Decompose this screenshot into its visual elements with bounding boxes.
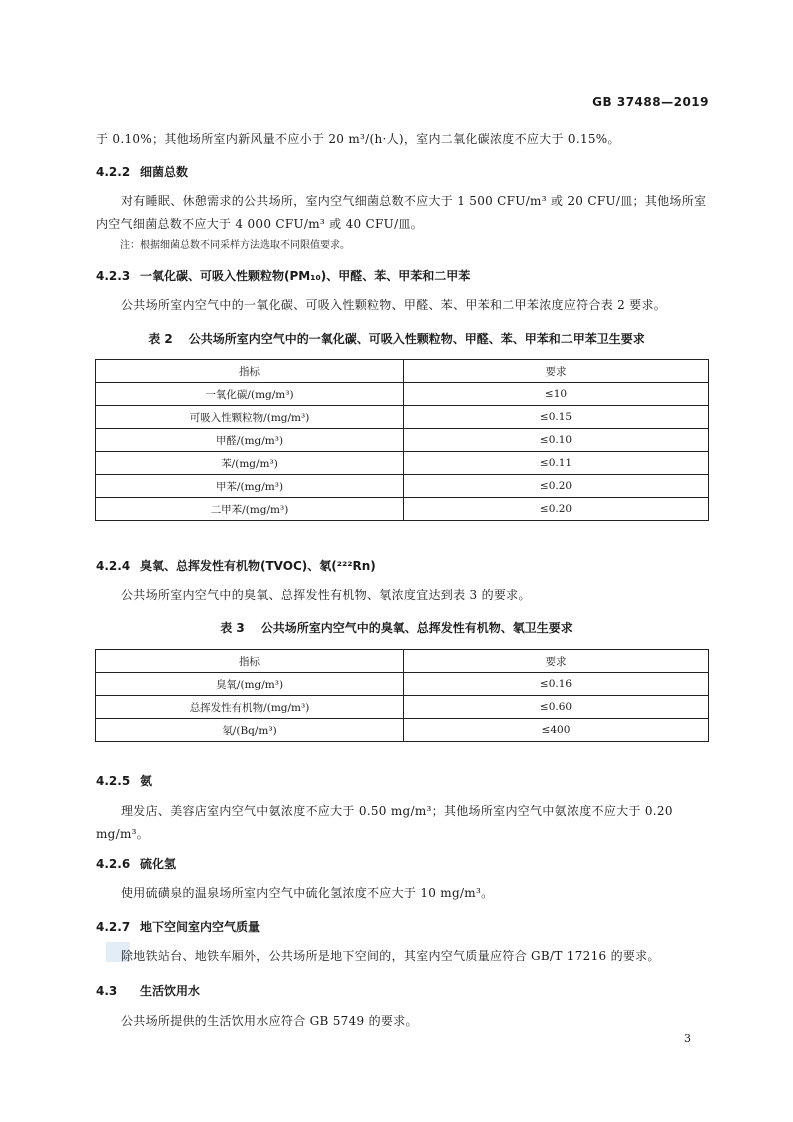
table-row xyxy=(96,475,709,498)
table-row xyxy=(96,498,709,521)
indicator-cell: 苯/(mg/m³) xyxy=(96,452,404,475)
top-paragraph: 于 0.10%；其他场所室内新风量不应小于 20 m³/(h·人)，室内二氧化碳浓度不应大于 0.15%。 xyxy=(96,132,620,146)
section-number: 4.3 xyxy=(96,984,118,998)
standard-number: GB 37488—2019 xyxy=(592,95,709,109)
section-number: 4.2.7 xyxy=(96,920,131,934)
section-number: 4.2.2 xyxy=(96,165,131,179)
section-title: 硫化氢 xyxy=(140,857,177,871)
section-title: 细菌总数 xyxy=(140,165,189,179)
table-row xyxy=(96,429,709,452)
requirement-cell: ≤0.16 xyxy=(404,673,709,696)
requirement-cell: ≤0.10 xyxy=(404,429,709,452)
section-title: 氨 xyxy=(140,774,153,788)
requirement-cell: ≤400 xyxy=(404,719,709,742)
indicator-cell: 甲醛/(mg/m³) xyxy=(96,429,404,452)
indicator-cell: 甲苯/(mg/m³) xyxy=(96,475,404,498)
header-indicator: 指标 xyxy=(96,650,404,673)
table-caption-text: 公共场所室内空气中的臭氧、总挥发性有机物、氡卫生要求 xyxy=(260,621,573,635)
indicator-cell: 一氧化碳/(mg/m³) xyxy=(96,383,404,406)
table-row xyxy=(96,406,709,429)
table-row xyxy=(96,673,709,696)
section-number: 4.2.5 xyxy=(96,774,131,788)
indicator-cell: 二甲苯/(mg/m³) xyxy=(96,498,404,521)
section-4-2-7-body: 除地铁站台、地铁车厢外，公共场所是地下空间的，其室内空气质量应符合 GB/T 17216 的要求。 xyxy=(121,949,660,963)
table-row xyxy=(96,719,709,742)
section-4-2-2-note: 注：根据细菌总数不同采样方法选取不同限值要求。 xyxy=(120,240,350,251)
section-4-2-3-heading xyxy=(96,267,470,284)
requirement-cell: ≤0.20 xyxy=(404,475,709,498)
section-4-2-2-heading xyxy=(96,163,188,180)
section-4-2-5-body: 理发店、美容店室内空气中氨浓度不应大于 0.50 mg/m³；其他场所室内空气中氨浓度不应大于 0.20 mg/m³。 xyxy=(96,804,673,841)
table-2 xyxy=(95,359,709,521)
page-number: 3 xyxy=(684,1032,691,1045)
section-4-2-5-heading xyxy=(96,772,152,789)
indicator-cell: 可吸入性颗粒物/(mg/m³) xyxy=(96,406,404,429)
table-row xyxy=(96,696,709,719)
section-title: 一氧化碳、可吸入性颗粒物(PM₁₀)、甲醛、苯、甲苯和二甲苯 xyxy=(140,269,471,283)
section-4-2-2-body: 对有睡眠、休憩需求的公共场所，室内空气细菌总数不应大于 1 500 CFU/m³ 或 20 CFU/皿；其他场所室内空气细菌总数不应大于 4 000 CFU/m³ 或 40 CFU/皿。 xyxy=(96,194,707,231)
header-requirement: 要求 xyxy=(404,360,709,383)
indicator-cell: 臭氧/(mg/m³) xyxy=(96,673,404,696)
header-requirement: 要求 xyxy=(404,650,709,673)
requirement-cell: ≤10 xyxy=(404,383,709,406)
section-4-2-4-body: 公共场所室内空气中的臭氧、总挥发性有机物、氡浓度宜达到表 3 的要求。 xyxy=(121,588,531,602)
section-4-2-3-body: 公共场所室内空气中的一氧化碳、可吸入性颗粒物、甲醛、苯、甲苯和二甲苯浓度应符合表 2 要求。 xyxy=(121,298,667,312)
table-3-caption xyxy=(0,619,793,636)
section-4-2-7-heading xyxy=(96,918,260,935)
section-title: 生活饮用水 xyxy=(140,984,201,998)
section-title: 地下空间室内空气质量 xyxy=(140,920,261,934)
table-number: 表 3 xyxy=(220,621,245,635)
section-4-2-6-heading xyxy=(96,855,176,872)
table-3 xyxy=(95,649,709,742)
section-4-2-4-heading xyxy=(96,557,376,574)
table-2-caption xyxy=(0,330,793,347)
table-caption-text: 公共场所室内空气中的一氧化碳、可吸入性颗粒物、甲醛、苯、甲苯和二甲苯卫生要求 xyxy=(188,332,645,346)
table-header-row xyxy=(96,650,709,673)
requirement-cell: ≤0.15 xyxy=(404,406,709,429)
table-number: 表 2 xyxy=(148,332,173,346)
section-number: 4.2.3 xyxy=(96,269,131,283)
requirement-cell: ≤0.11 xyxy=(404,452,709,475)
table-header-row xyxy=(96,360,709,383)
table-row xyxy=(96,452,709,475)
section-number: 4.2.4 xyxy=(96,559,131,573)
indicator-cell: 总挥发性有机物/(mg/m³) xyxy=(96,696,404,719)
indicator-cell: 氡/(Bq/m³) xyxy=(96,719,404,742)
section-4-3-heading xyxy=(96,982,200,999)
section-4-3-body: 公共场所提供的生活饮用水应符合 GB 5749 的要求。 xyxy=(121,1014,418,1028)
requirement-cell: ≤0.60 xyxy=(404,696,709,719)
table-row xyxy=(96,383,709,406)
header-indicator: 指标 xyxy=(96,360,404,383)
section-4-2-6-body: 使用硫磺泉的温泉场所室内空气中硫化氢浓度不应大于 10 mg/m³。 xyxy=(121,886,494,900)
requirement-cell: ≤0.20 xyxy=(404,498,709,521)
section-number: 4.2.6 xyxy=(96,857,131,871)
section-title: 臭氧、总挥发性有机物(TVOC)、氡(²²²Rn) xyxy=(140,559,376,573)
